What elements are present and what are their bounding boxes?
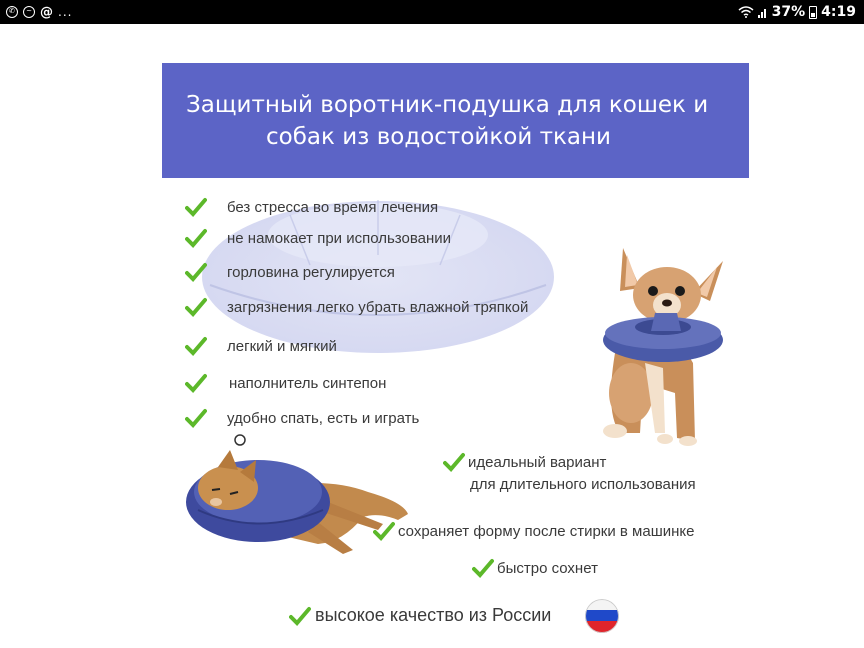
feature-text: загрязнения легко убрать влажной тряпкой	[227, 298, 529, 316]
feature-text: сохраняет форму после стирки в машинке	[398, 522, 695, 540]
banner-title-line-1: Защитный воротник-подушка для кошек и	[186, 92, 709, 118]
checkmark-icon	[373, 521, 395, 541]
status-bar-left	[6, 3, 72, 21]
feature-item	[185, 336, 337, 356]
messenger-icon: ~	[23, 6, 35, 18]
feature-item	[185, 228, 451, 248]
feature-text: не намокает при использовании	[227, 229, 452, 247]
checkmark-icon	[443, 452, 465, 472]
checkmark-icon	[185, 228, 207, 248]
checkmark-icon	[185, 262, 207, 282]
checkmark-icon	[472, 558, 494, 578]
feature-item	[185, 297, 528, 317]
feature-item	[472, 558, 598, 578]
checkmark-icon	[185, 373, 207, 393]
feature-item-long-use	[443, 452, 696, 496]
at-icon: @	[40, 4, 53, 20]
battery-percent: 37%	[771, 4, 806, 20]
feature-text: идеальный вариант	[468, 454, 607, 471]
banner-title	[186, 89, 746, 153]
status-bar-right	[738, 2, 856, 22]
signal-icon	[758, 6, 768, 18]
battery-icon	[809, 6, 817, 19]
checkmark-icon	[185, 336, 207, 356]
feature-item	[185, 197, 438, 217]
more-dots-icon: ...	[58, 5, 73, 19]
title-banner	[162, 63, 749, 178]
clock: 4:19	[821, 4, 856, 20]
feature-text: быстро сохнет	[497, 559, 598, 577]
feature-text: для длительного использования	[470, 476, 696, 493]
feature-item	[373, 521, 694, 541]
feature-item	[185, 373, 386, 393]
wifi-icon	[738, 6, 754, 18]
feature-text: без стресса во время лечения	[227, 198, 439, 216]
feature-item-quality	[289, 605, 551, 626]
status-bar	[0, 0, 864, 24]
feature-text: наполнитель синтепон	[229, 374, 387, 392]
checkmark-icon	[185, 408, 207, 428]
feature-item	[185, 408, 419, 428]
feature-text: легкий и мягкий	[227, 337, 337, 355]
checkmark-icon	[185, 197, 207, 217]
feature-text: удобно спать, есть и играть	[227, 409, 420, 427]
russian-flag-icon	[585, 599, 619, 633]
feature-item	[185, 262, 395, 282]
feature-text: высокое качество из России	[315, 605, 552, 625]
checkmark-icon	[289, 606, 311, 626]
checkmark-icon	[185, 297, 207, 317]
feature-text: горловина регулируется	[227, 263, 395, 281]
chihuahua-with-collar	[585, 243, 735, 448]
whatsapp-icon: ✆	[6, 6, 18, 18]
banner-title-line-2: собак из водостойкой ткани	[266, 124, 611, 150]
